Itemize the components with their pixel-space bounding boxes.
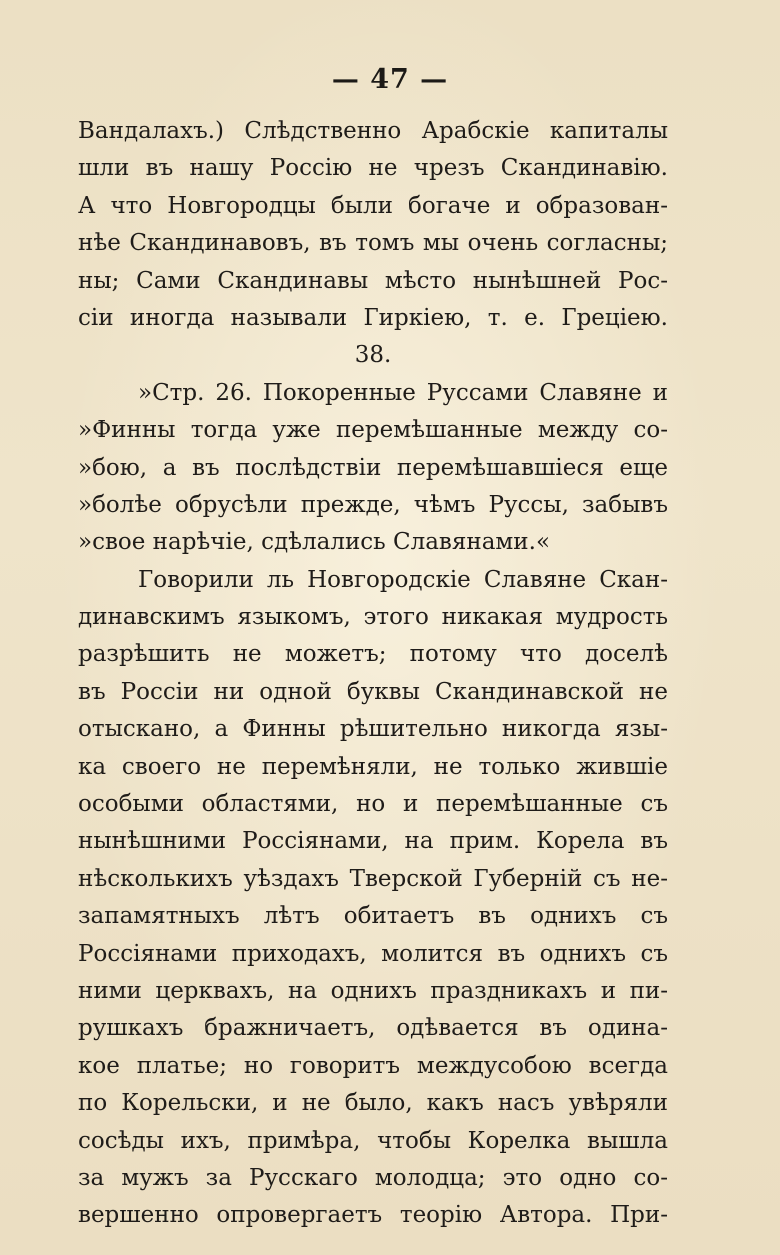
text-line: ними церквахъ, на однихъ праздникахъ и пи-	[78, 977, 668, 1004]
text-line: динавскимъ языкомъ, этого никакая мудрость	[78, 604, 668, 631]
text-line: кое платье; но говоритъ междусобою всегда	[78, 1052, 668, 1079]
text-line: нѣсколькихъ уѣздахъ Тверской Губерній съ не-	[78, 865, 668, 892]
quote-line: »свое нарѣчіе, сдѣлались Славянами.«	[78, 529, 551, 556]
text-line: отыскано, а Финны рѣшительно никогда язы-	[78, 716, 668, 743]
text-line: нѣе Скандинавовъ, въ томъ мы очень согласны;	[78, 230, 668, 257]
section-number: 38.	[354, 342, 392, 369]
text-line: шли въ нашу Россію не чрезъ Скандинавію.	[78, 155, 668, 182]
text-line: ны; Сами Скандинавы мѣсто нынѣшней Рос-	[78, 267, 668, 294]
text-line: вершенно опровергаетъ теорію Автора. При-	[78, 1202, 668, 1229]
text-line: А что Новгородцы были богаче и образован-	[78, 192, 668, 219]
text-line: сосѣды ихъ, примѣра, чтобы Корелка вышла	[78, 1127, 668, 1154]
text-line: Вандалахъ.) Слѣдственно Арабскіе капиталы	[78, 118, 668, 144]
text-line: ка своего не перемѣняли, не только жившіе	[78, 753, 668, 780]
text-line: въ Россіи ни одной буквы Скандинавской не	[78, 678, 668, 705]
text-line: сіи иногда называли Гиркіею, т. е. Греціею.	[78, 304, 668, 331]
text-line: Россіянами приходахъ, молится въ однихъ съ	[78, 940, 668, 967]
text-line: особыми областями, но и перемѣшанные съ	[78, 791, 668, 818]
text-line: разрѣшить не можетъ; потому что доселѣ	[78, 641, 668, 668]
text-line: нынѣшними Россіянами, на прим. Корела въ	[78, 828, 668, 855]
text-line: за мужъ за Русскаго молодца; это одно со-	[78, 1164, 668, 1191]
page-number: — 47 —	[331, 64, 449, 95]
text-line: Говорили ль Новгородскіе Славяне Скан-	[138, 566, 668, 593]
quote-line: »Финны тогда уже перемѣшанные между со-	[78, 417, 668, 444]
quote-line: »болѣе обрусѣли прежде, чѣмъ Руссы, забывъ	[78, 491, 668, 518]
text-line: запамятныхъ лѣтъ обитаетъ въ однихъ съ	[78, 903, 668, 930]
body-text	[78, 113, 668, 1235]
quote-line: »бою, а въ послѣдствіи перемѣшавшіеся еще	[78, 454, 668, 481]
text-line: рушкахъ бражничаетъ, одѣвается въ одина-	[78, 1015, 668, 1042]
text-line: по Корельски, и не было, какъ насъ увѣряли	[78, 1090, 668, 1117]
quote-line: »Стр. 26. Покоренные Руссами Славяне и	[138, 379, 668, 406]
